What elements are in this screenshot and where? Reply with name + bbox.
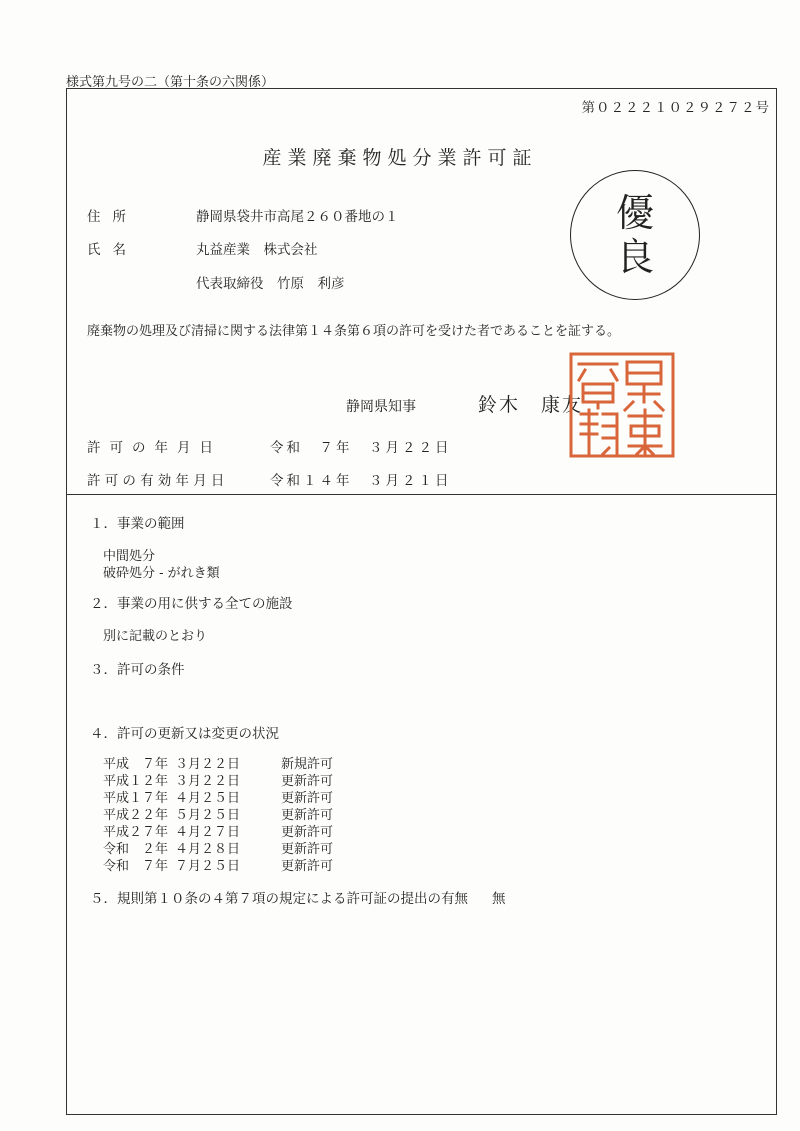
history-date: ３月２２日: [175, 757, 241, 772]
history-status: 更新許可: [281, 825, 334, 840]
permit-date-value: 令和 ７年 ３月２２日: [270, 440, 452, 456]
representative: 代表取締役 竹原 利彦: [196, 276, 345, 292]
certification-statement: 廃棄物の処理及び清掃に関する法律第１４条第６項の許可を受けた者であることを証する。: [87, 324, 621, 339]
section-1-heading: １．事業の範囲: [90, 516, 185, 532]
history-status: 更新許可: [281, 842, 334, 857]
history-era: 平成２７年: [103, 825, 169, 840]
expiry-date-label: 許可の有効年月日: [87, 473, 229, 489]
history-date: ７月２５日: [175, 859, 241, 874]
facilities-line: 別に記載のとおり: [103, 629, 208, 644]
address-value: 静岡県袋井市高尾２６０番地の１: [196, 209, 399, 225]
certificate-number: 第０２２２１０２９２７２号: [581, 100, 770, 116]
history-date: ３月２２日: [175, 774, 241, 789]
section-5-heading: ５．規則第１０条の４第７項の規定による許可証の提出の有無: [90, 891, 468, 907]
official-seal-icon: [567, 350, 677, 460]
form-label: 様式第九号の二（第十条の六関係）: [66, 75, 275, 90]
expiry-date-value: 令和１４年 ３月２１日: [270, 473, 452, 489]
governor-title: 静岡県知事: [346, 399, 416, 415]
history-date: ４月２８日: [175, 842, 241, 857]
history-era: 平成１２年: [103, 774, 169, 789]
history-status: 更新許可: [281, 791, 334, 806]
history-status: 更新許可: [281, 774, 334, 789]
scope-line-2: 破砕処分 - がれき類: [103, 566, 220, 581]
permit-date-label: 許可の年月日: [87, 440, 222, 456]
name-label: 氏名: [87, 242, 138, 258]
excellent-badge: [570, 170, 700, 300]
history-status: 更新許可: [281, 859, 334, 874]
governor-name: 鈴木 康友: [478, 394, 584, 416]
history-date: ５月２５日: [175, 808, 241, 823]
history-era: 令和 ２年: [103, 842, 169, 857]
history-era: 令和 ７年: [103, 859, 169, 874]
history-date: ４月２７日: [175, 825, 241, 840]
badge-char-1: 優: [615, 191, 654, 235]
section-2-heading: ２．事業の用に供する全ての施設: [90, 596, 293, 612]
company-name: 丸益産業 株式会社: [196, 242, 318, 258]
history-era: 平成２２年: [103, 808, 169, 823]
history-status: 新規許可: [281, 757, 334, 772]
history-row: [103, 855, 333, 874]
history-era: 平成 ７年: [103, 757, 169, 772]
history-date: ４月２５日: [175, 791, 241, 806]
address-label: 住所: [87, 209, 138, 225]
section-3-heading: ３．許可の条件: [90, 662, 185, 678]
history-status: 更新許可: [281, 808, 334, 823]
scope-line-1: 中間処分: [103, 549, 156, 564]
certificate-title: 産業廃棄物処分業許可証: [262, 147, 538, 169]
badge-char-2: 良: [615, 235, 654, 279]
submission-value: 無: [492, 891, 506, 907]
section-divider: [66, 494, 777, 495]
history-era: 平成１７年: [103, 791, 169, 806]
section-4-heading: ４．許可の更新又は変更の状況: [90, 726, 279, 742]
